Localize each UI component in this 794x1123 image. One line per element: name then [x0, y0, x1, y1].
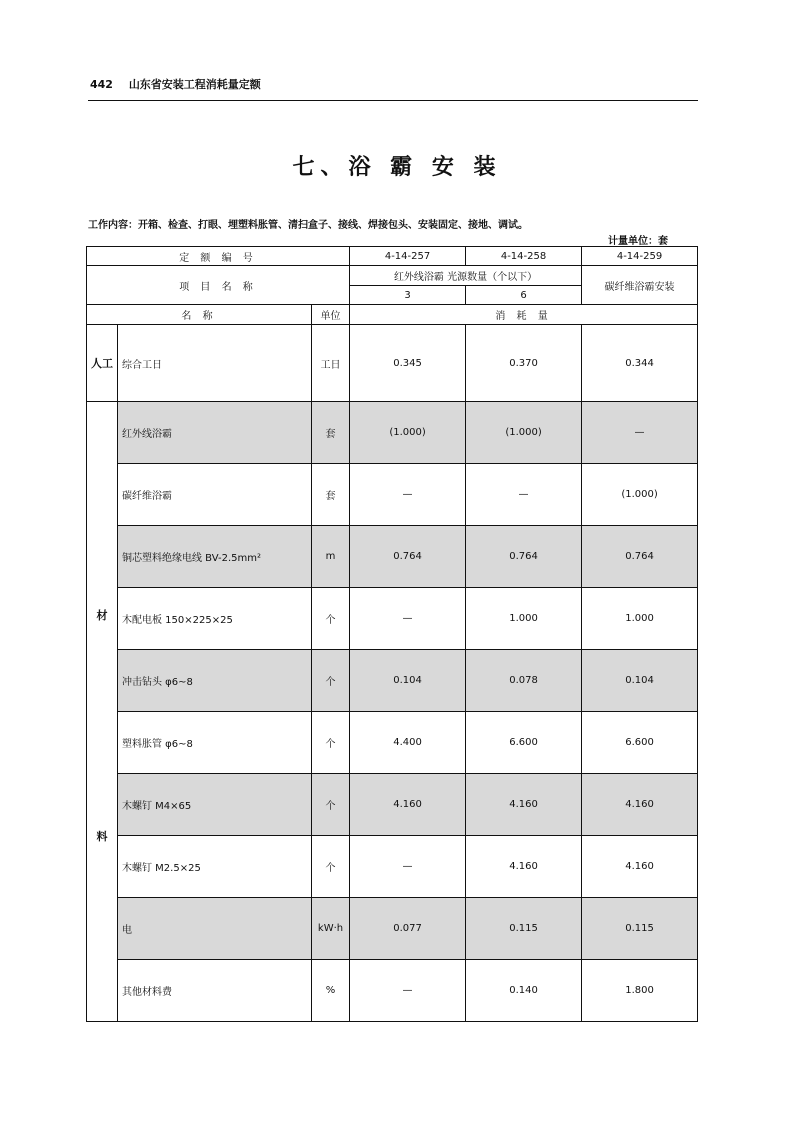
item-name: 其他材料费: [118, 960, 312, 1022]
material-row: [87, 960, 698, 1022]
labor-category: 人工: [87, 325, 118, 402]
item-name: 综合工日: [118, 325, 312, 402]
item-unit: 个: [312, 836, 350, 898]
consumption-value: —: [582, 402, 698, 464]
item-unit: 个: [312, 712, 350, 774]
header-rule: [88, 100, 698, 101]
item-name: 木螺钉 M4×65: [118, 774, 312, 836]
consumption-value: 1.800: [582, 960, 698, 1022]
quota-code: 4-14-259: [582, 247, 698, 266]
item-name: 红外线浴霸: [118, 402, 312, 464]
consumption-value: 0.764: [466, 526, 582, 588]
material-category: [87, 402, 118, 1022]
item-unit: 个: [312, 774, 350, 836]
consumption-value: 0.764: [350, 526, 466, 588]
consumption-value: 0.104: [350, 650, 466, 712]
material-row: [87, 464, 698, 526]
consumption-value: 0.115: [466, 898, 582, 960]
page-number: 442: [90, 78, 113, 91]
consumption-value: 0.104: [582, 650, 698, 712]
book-title: 山东省安装工程消耗量定额: [128, 78, 261, 91]
consumption-value: 4.160: [582, 774, 698, 836]
consumption-value: 4.160: [466, 836, 582, 898]
item-unit: 个: [312, 650, 350, 712]
quota-code: 4-14-258: [466, 247, 582, 266]
material-row: [87, 836, 698, 898]
material-row: [87, 898, 698, 960]
consumption-value: (1.000): [466, 402, 582, 464]
quota-code: 4-14-257: [350, 247, 466, 266]
light-count: 3: [350, 286, 466, 305]
consumption-value: 0.078: [466, 650, 582, 712]
item-name: 冲击钻头 φ6~8: [118, 650, 312, 712]
consumption-value: —: [350, 836, 466, 898]
quota-code-label: 定 额 编 号: [87, 247, 350, 266]
item-name-label: 项 目 名 称: [87, 266, 350, 305]
consumption-value: 4.160: [350, 774, 466, 836]
work-content: 工作内容：开箱、检查、打眼、埋塑料胀管、清扫盒子、接线、焊接包头、安装固定、接地、调试。: [88, 220, 528, 231]
quota-code-row: [87, 247, 698, 266]
item-unit: 套: [312, 402, 350, 464]
item-unit: %: [312, 960, 350, 1022]
item-group-row: [87, 266, 698, 286]
running-header: [90, 76, 261, 92]
item-unit: 个: [312, 588, 350, 650]
consumption-value: (1.000): [350, 402, 466, 464]
consumption-value: (1.000): [582, 464, 698, 526]
material-category-top: 材: [96, 609, 108, 622]
item-name: 电: [118, 898, 312, 960]
consumption-value: 1.000: [466, 588, 582, 650]
consumption-value: 0.370: [466, 325, 582, 402]
consumption-value: 6.600: [466, 712, 582, 774]
consumption-value: 0.345: [350, 325, 466, 402]
item-unit: kW·h: [312, 898, 350, 960]
item-unit: 套: [312, 464, 350, 526]
consumption-value: 0.140: [466, 960, 582, 1022]
column-header-row: [87, 305, 698, 325]
material-row: [87, 774, 698, 836]
item-name: 碳纤维浴霸: [118, 464, 312, 526]
item-unit: 工日: [312, 325, 350, 402]
consumption-value: 4.400: [350, 712, 466, 774]
consumption-value: 0.077: [350, 898, 466, 960]
quota-table: [86, 246, 698, 1022]
consumption-value: 1.000: [582, 588, 698, 650]
consumption-value: 6.600: [582, 712, 698, 774]
measure-unit: 计量单位：套: [608, 236, 668, 247]
item-name: 木螺钉 M2.5×25: [118, 836, 312, 898]
consumption-value: —: [350, 960, 466, 1022]
consumption-value: —: [350, 588, 466, 650]
infrared-group-label: 红外线浴霸 光源数量（个以下）: [350, 266, 582, 286]
material-row: [87, 526, 698, 588]
consumption-value: 4.160: [466, 774, 582, 836]
light-count: 6: [466, 286, 582, 305]
labor-row: [87, 325, 698, 402]
material-row: [87, 650, 698, 712]
col-unit-header: 单位: [312, 305, 350, 325]
col-name-header: 名 称: [87, 305, 312, 325]
material-category-bottom: 料: [96, 830, 108, 843]
consumption-value: 0.344: [582, 325, 698, 402]
consumption-value: —: [350, 464, 466, 526]
material-row: [87, 588, 698, 650]
item-unit: m: [312, 526, 350, 588]
carbon-fiber-label: 碳纤维浴霸安装: [582, 266, 698, 305]
material-row: [87, 712, 698, 774]
consumption-value: 4.160: [582, 836, 698, 898]
section-title: 七、浴 霸 安 装: [292, 154, 502, 180]
col-consumption-header: 消 耗 量: [350, 305, 698, 325]
consumption-value: —: [466, 464, 582, 526]
material-row: [87, 402, 698, 464]
item-name: 塑料胀管 φ6~8: [118, 712, 312, 774]
consumption-value: 0.764: [582, 526, 698, 588]
consumption-value: 0.115: [582, 898, 698, 960]
item-name: 铜芯塑料绝缘电线 BV-2.5mm²: [118, 526, 312, 588]
item-name: 木配电板 150×225×25: [118, 588, 312, 650]
